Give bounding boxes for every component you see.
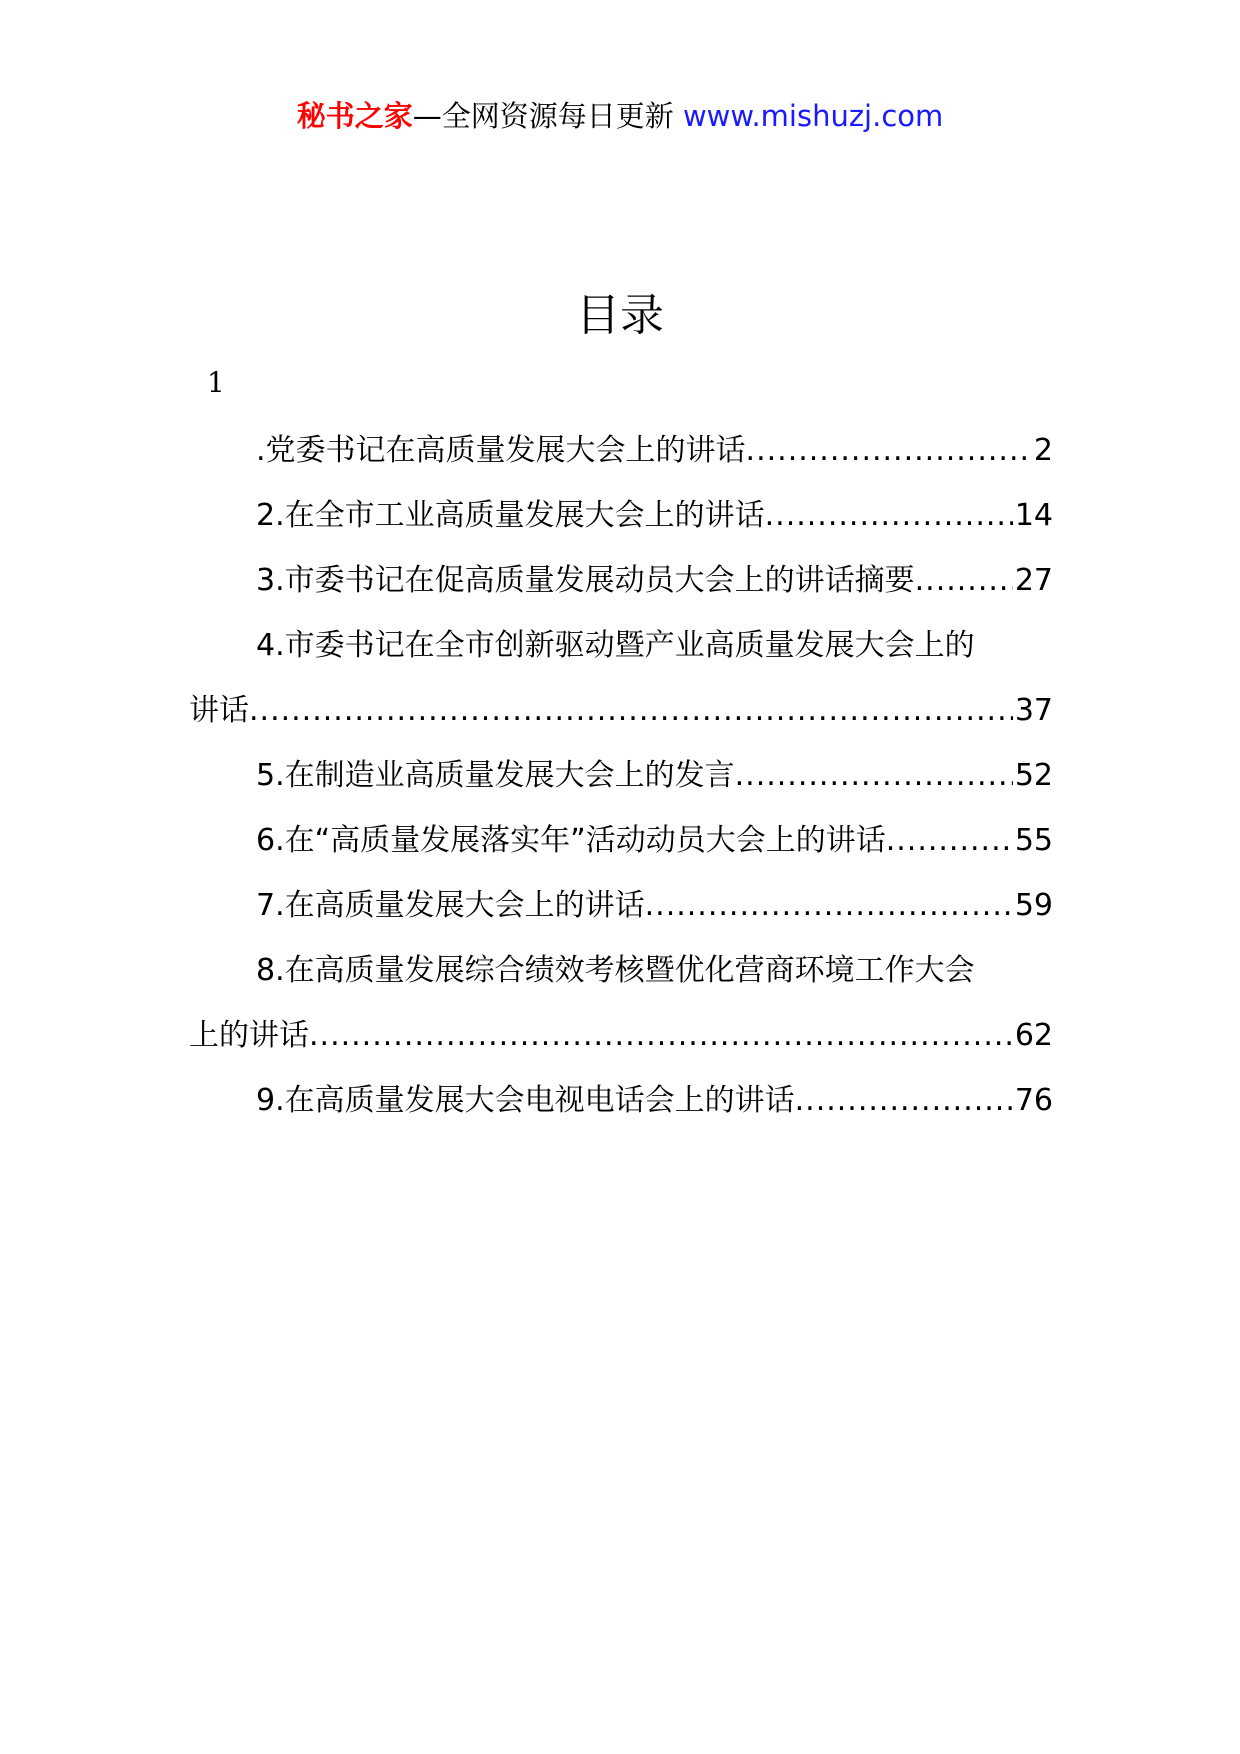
toc-page-number: 52 — [1014, 758, 1053, 793]
toc-entry-title: 3.市委书记在促高质量发展动员大会上的讲话摘要 — [256, 563, 915, 598]
toc-entry-title: 8.在高质量发展综合绩效考核暨优化营商环境工作大会 — [256, 953, 975, 988]
toc-entry-title-continued: 上的讲话 — [189, 1018, 309, 1053]
toc-entry-title: 5.在制造业高质量发展大会上的发言 — [256, 758, 735, 793]
table-of-contents — [189, 418, 1053, 1133]
toc-entry-8[interactable] — [189, 938, 1053, 1068]
dot-leader — [746, 418, 1032, 483]
toc-entry-5[interactable] — [189, 743, 1053, 808]
dot-leader — [249, 678, 1013, 743]
dot-leader — [795, 1068, 1013, 1133]
toc-entry-9[interactable] — [189, 1068, 1053, 1133]
toc-entry-title: .党委书记在高质量发展大会上的讲话 — [256, 433, 746, 468]
site-url-link[interactable]: www.mishuzj.com — [682, 99, 944, 133]
toc-entry-line — [189, 938, 1053, 1003]
dot-leader — [645, 873, 1013, 938]
toc-entry-title: 4.市委书记在全市创新驱动暨产业高质量发展大会上的 — [256, 628, 975, 663]
dot-leader — [886, 808, 1013, 873]
header-tagline: —全网资源每日更新 — [412, 99, 674, 133]
dot-leader — [915, 548, 1013, 613]
toc-page-number: 55 — [1014, 823, 1053, 858]
toc-page-number: 2 — [1033, 433, 1053, 468]
toc-page-number: 59 — [1014, 888, 1053, 923]
toc-page-number: 62 — [1014, 1018, 1053, 1053]
toc-entry-7[interactable] — [189, 873, 1053, 938]
toc-entry-line — [189, 678, 1053, 743]
toc-page-number: 76 — [1014, 1083, 1053, 1118]
toc-entry-6[interactable] — [189, 808, 1053, 873]
toc-entry-2[interactable] — [189, 483, 1053, 548]
toc-page-number: 37 — [1014, 693, 1053, 728]
dot-leader — [765, 483, 1013, 548]
list-number-marker: 1 — [207, 366, 225, 399]
page-title: 目录 — [576, 290, 664, 341]
brand-name: 秘书之家 — [296, 99, 413, 133]
toc-entry-title: 9.在高质量发展大会电视电话会上的讲话 — [256, 1083, 795, 1118]
toc-page-number: 14 — [1014, 498, 1053, 533]
dot-leader — [309, 1003, 1013, 1068]
toc-entry-1[interactable] — [189, 418, 1053, 483]
toc-entry-title-continued: 讲话 — [189, 693, 249, 728]
toc-entry-title: 2.在全市工业高质量发展大会上的讲话 — [256, 498, 765, 533]
site-header — [0, 98, 1240, 134]
toc-entry-title: 6.在“高质量发展落实年”活动动员大会上的讲话 — [256, 823, 886, 858]
toc-entry-line — [189, 613, 1053, 678]
toc-entry-title: 7.在高质量发展大会上的讲话 — [256, 888, 645, 923]
toc-entry-4[interactable] — [189, 613, 1053, 743]
dot-leader — [735, 743, 1013, 808]
toc-entry-3[interactable] — [189, 548, 1053, 613]
toc-page-number: 27 — [1014, 563, 1053, 598]
toc-entry-line — [189, 1003, 1053, 1068]
